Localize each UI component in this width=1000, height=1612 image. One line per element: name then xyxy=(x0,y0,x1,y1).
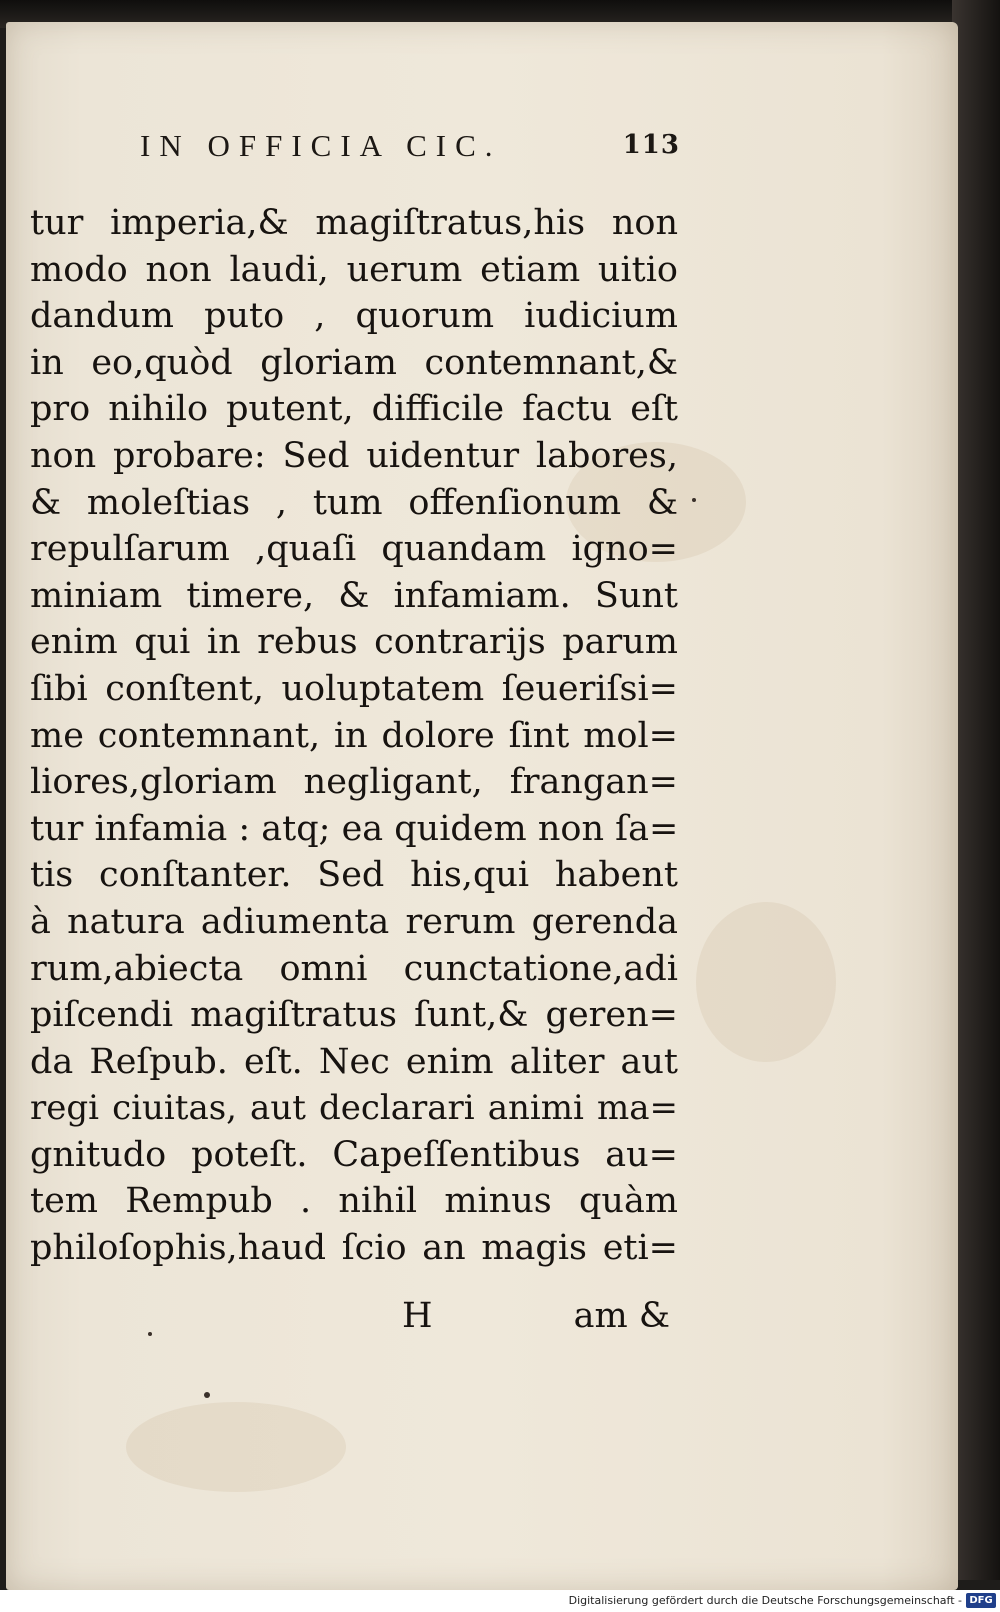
text-line: modo non laudi, uerum etiam uitio xyxy=(30,249,678,290)
dfg-logo: DFG xyxy=(966,1593,996,1608)
text-line: tur infamia : atq; ea quidem non ſa= xyxy=(30,808,678,849)
running-head-title: IN OFFICIA CIC. xyxy=(140,128,502,163)
text-line: tur imperia,& magiſtratus,his non xyxy=(30,203,678,243)
text-line: ſibi conſtent, uoluptatem ſeueriſsi= xyxy=(30,668,678,709)
signature-mark: H xyxy=(402,1296,433,1336)
text-line: tem Rempub . nihil minus quàm xyxy=(30,1181,678,1222)
funding-credit: Digitalisierung gefördert durch die Deutsche Forschungsgemeinschaft - xyxy=(568,1594,962,1607)
text-line: philoſophis,haud ſcio an magis eti= xyxy=(30,1228,678,1269)
text-line: non probare: Sed uidentur labores, xyxy=(30,435,678,476)
text-line: repulſarum ,quaſi quandam igno= xyxy=(30,529,678,570)
text-line: dandum puto , quorum iudicium xyxy=(30,296,678,337)
text-line: à natura adiumenta rerum gerenda xyxy=(30,901,678,942)
text-line: me contemnant, in dolore ſint mol= xyxy=(30,715,678,756)
text-line: enim qui in rebus contrarijs parum xyxy=(30,622,678,663)
paper-stain xyxy=(126,1402,346,1492)
text-line: piſcendi magiſtratus ſunt,& geren= xyxy=(30,995,678,1036)
running-head xyxy=(140,128,680,172)
text-line: miniam timere, & infamiam. Sunt xyxy=(30,575,678,616)
catchline xyxy=(30,1296,670,1342)
page-number: 113 xyxy=(622,130,680,160)
book-edge xyxy=(952,0,1000,1580)
text-line: liores,gloriam negligant, frangan= xyxy=(30,762,678,803)
text-line: pro nihilo putent, difficile factu eſt xyxy=(30,389,678,430)
ink-speck xyxy=(692,498,696,502)
text-line: regi ciuitas, aut declarari animi ma= xyxy=(30,1088,678,1129)
footer-strip xyxy=(0,1590,1000,1612)
text-line: tis conſtanter. Sed his,qui habent xyxy=(30,855,678,896)
catchword: am & xyxy=(573,1296,670,1336)
text-line: gnitudo poteſt. Capeſſentibus au= xyxy=(30,1134,678,1175)
body-text xyxy=(30,200,678,1272)
text-line: in eo,quòd gloriam contemnant,& xyxy=(30,342,678,383)
text-line: da Reſpub. eſt. Nec enim aliter aut xyxy=(30,1041,678,1082)
paper-stain xyxy=(696,902,836,1062)
text-line: & moleſtias , tum offenſionum & xyxy=(30,482,678,523)
ink-speck xyxy=(204,1392,210,1398)
text-line: rum,abiecta omni cunctatione,adi xyxy=(30,948,678,989)
